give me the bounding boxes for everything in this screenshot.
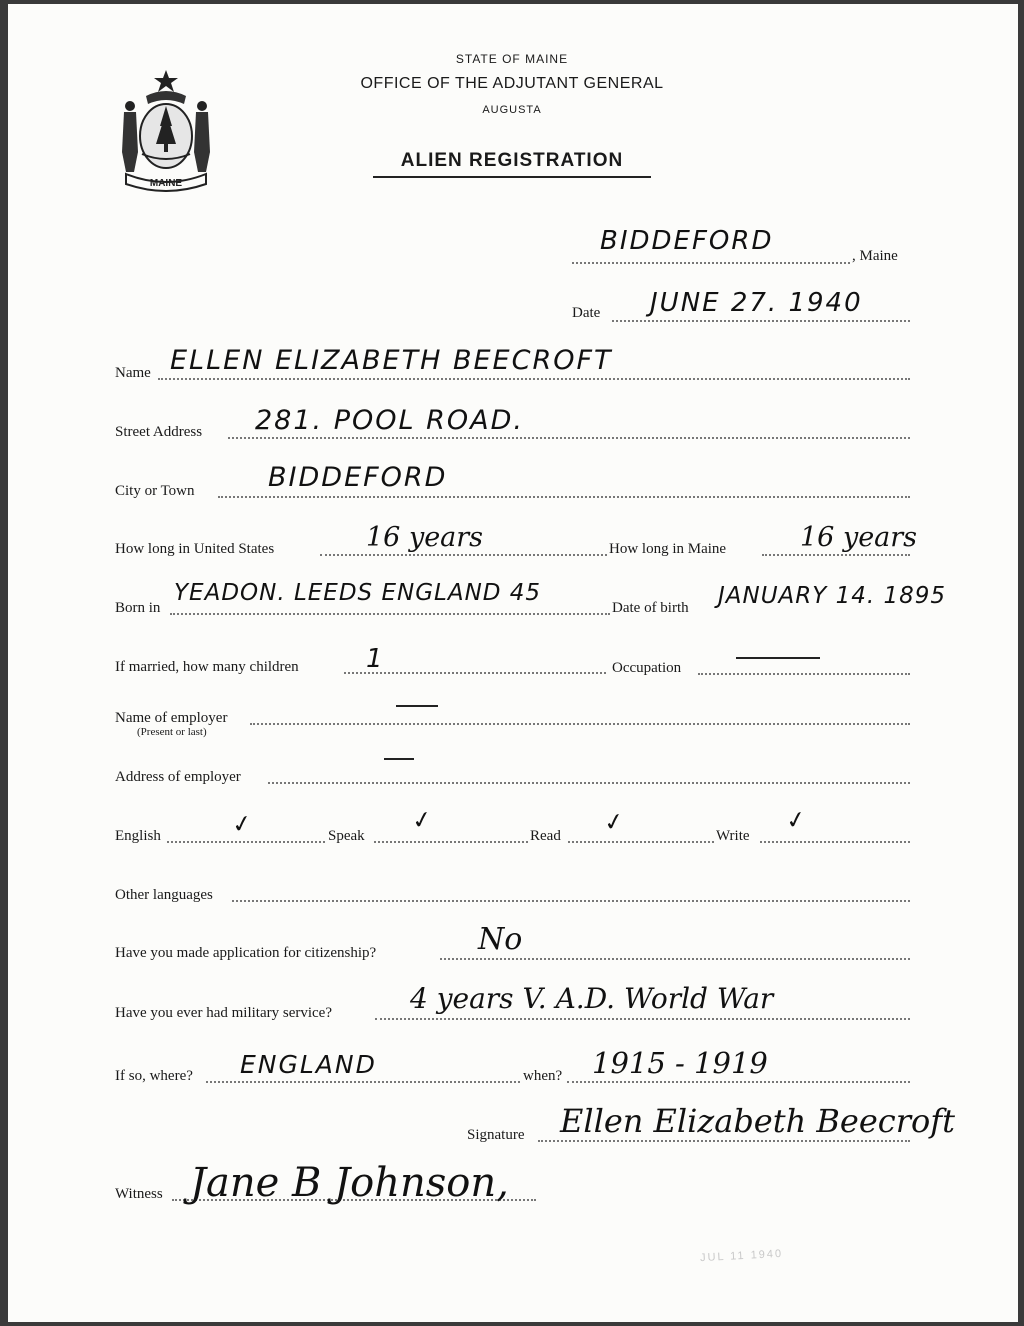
how-long-maine-line xyxy=(762,554,910,556)
when-line xyxy=(567,1081,910,1083)
name-value: ELLEN ELIZABETH BEECROFT xyxy=(170,345,613,376)
employer-label: Name of employer xyxy=(115,710,228,726)
write-checkmark: ✓ xyxy=(783,804,809,836)
employer-address-blank-dash xyxy=(384,758,414,760)
employer-address-label: Address of employer xyxy=(115,769,241,785)
town-line xyxy=(572,262,850,264)
military-value: 4 years V. A.D. World War xyxy=(410,982,774,1015)
city-line xyxy=(218,496,910,498)
signature-line xyxy=(538,1140,910,1142)
employer-note: (Present or last) xyxy=(137,726,207,738)
received-stamp: JUL 11 1940 xyxy=(699,1247,784,1265)
witness-value: Jane B Johnson, xyxy=(190,1160,509,1206)
city-label: City or Town xyxy=(115,483,195,499)
header-city: AUGUSTA xyxy=(482,104,542,116)
how-long-maine-label: How long in Maine xyxy=(609,541,727,557)
title-underline xyxy=(373,176,651,178)
date-of-birth-value: JANUARY 14. 1895 xyxy=(718,583,947,609)
where-value: ENGLAND xyxy=(240,1050,377,1079)
employer-blank-dash xyxy=(396,705,438,707)
header-office: OFFICE OF THE ADJUTANT GENERAL xyxy=(360,75,664,92)
name-line xyxy=(158,378,910,380)
street-value: 281. POOL ROAD. xyxy=(255,405,524,436)
speak-label: Speak xyxy=(328,828,365,844)
citizenship-label: Have you made application for citizenship? xyxy=(115,945,377,961)
street-line xyxy=(228,437,910,439)
employer-line xyxy=(250,723,910,725)
where-label: If so, where? xyxy=(115,1068,193,1084)
occupation-label: Occupation xyxy=(612,660,682,676)
english-label: English xyxy=(115,828,161,844)
born-in-line xyxy=(170,613,610,615)
military-label: Have you ever had military service? xyxy=(115,1005,332,1021)
witness-label: Witness xyxy=(115,1186,163,1202)
born-in-value: YEADON. LEEDS ENGLAND 45 xyxy=(174,580,542,606)
children-label: If married, how many children xyxy=(115,659,299,675)
speak-checkmark: ✓ xyxy=(409,804,435,836)
when-value: 1915 - 1919 xyxy=(592,1046,768,1080)
how-long-us-line xyxy=(320,554,607,556)
signature-label: Signature xyxy=(467,1127,525,1143)
read-label: Read xyxy=(530,828,561,844)
write-line xyxy=(760,841,910,843)
date-line xyxy=(612,320,910,322)
read-line xyxy=(568,841,714,843)
form-title: ALIEN REGISTRATION xyxy=(400,150,624,171)
english-line xyxy=(167,841,325,843)
where-line xyxy=(206,1081,520,1083)
other-languages-line xyxy=(232,900,910,902)
street-label: Street Address xyxy=(115,424,203,440)
name-label: Name xyxy=(115,365,151,381)
date-value: JUNE 27. 1940 xyxy=(650,288,863,318)
english-checkmark: ✓ xyxy=(229,808,255,840)
children-value: 1 xyxy=(366,644,385,674)
speak-line xyxy=(374,841,528,843)
town-value: BIDDEFORD xyxy=(600,226,774,256)
occupation-line xyxy=(698,673,910,675)
signature-value: Ellen Elizabeth Beecroft xyxy=(560,1102,955,1140)
other-languages-label: Other languages xyxy=(115,887,213,903)
citizenship-value: No xyxy=(478,922,523,957)
read-checkmark: ✓ xyxy=(601,806,627,838)
header-state: STATE OF MAINE xyxy=(455,52,569,66)
seal-banner-text: MAINE xyxy=(149,178,183,189)
when-label: when? xyxy=(523,1068,563,1084)
write-label: Write xyxy=(716,828,750,844)
born-in-label: Born in xyxy=(115,600,161,616)
how-long-maine-value: 16 years xyxy=(800,522,918,553)
citizenship-line xyxy=(440,958,910,960)
date-label: Date xyxy=(572,305,601,321)
city-value: BIDDEFORD xyxy=(268,462,448,493)
employer-address-line xyxy=(268,782,910,784)
how-long-us-value: 16 years xyxy=(366,522,484,553)
military-line xyxy=(375,1018,910,1020)
date-of-birth-label: Date of birth xyxy=(612,600,689,616)
how-long-us-label: How long in United States xyxy=(115,541,275,557)
maine-label: , Maine xyxy=(852,248,898,264)
occupation-blank-dash xyxy=(736,657,820,659)
